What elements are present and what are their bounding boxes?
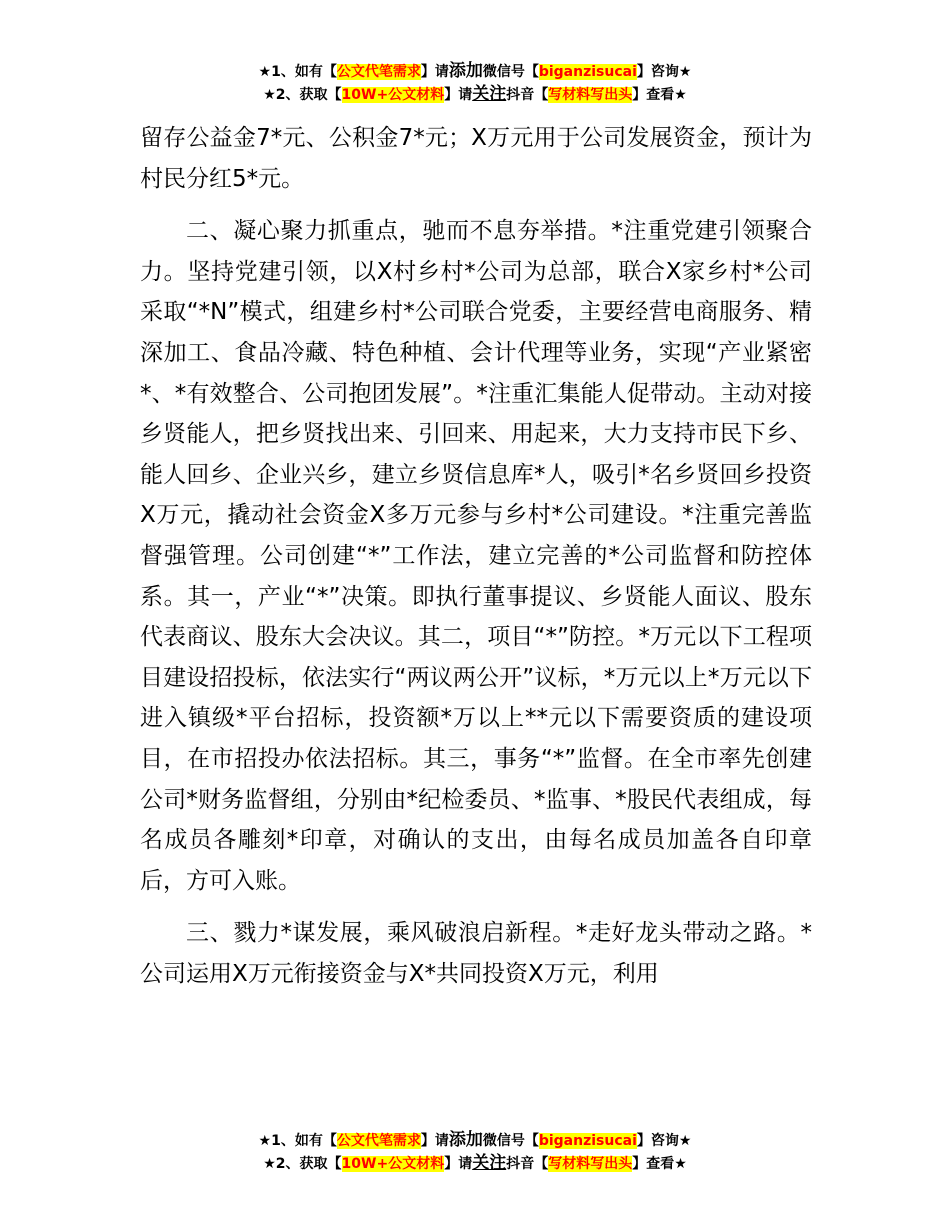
paragraph-section-three: 三、戮力*谋发展，乘风破浪启新程。*走好龙头带动之路。*公司运用X万元衔接资金与X*共同投资X万元，利用 <box>140 920 812 987</box>
star-icon: ★ <box>674 87 687 103</box>
star-icon: ★ <box>678 1133 692 1149</box>
star-icon: ★ <box>674 1156 687 1172</box>
highlight-wechat-id: biganzisucai <box>538 1133 637 1149</box>
banner-line-1: ★1、如有【公文代笔需求】请添加微信号【biganzisucai】咨询★ <box>258 1130 692 1150</box>
banner-line-2: ★2、获取【10W+公文材料】请关注抖音【写材料写出头】查看★ <box>263 84 687 104</box>
highlight-service: 公文代笔需求 <box>336 1133 421 1149</box>
highlight-douyin: 写材料写出头 <box>548 1156 633 1172</box>
star-icon: ★ <box>263 1156 276 1172</box>
highlight-service: 公文代笔需求 <box>336 64 421 80</box>
highlight-wechat-id: biganzisucai <box>538 64 637 80</box>
header-banner <box>0 60 950 106</box>
paragraph-continuation: 留存公益金7*元、公积金7*元；X万元用于公司发展资金，预计为村民分红5*元。 <box>140 125 812 192</box>
star-icon: ★ <box>258 1133 272 1149</box>
highlight-materials: 10W+公文材料 <box>341 87 445 103</box>
paragraph-section-two: 二、凝心聚力抓重点，驰而不息夯举措。*注重党建引领聚合力。坚持党建引领，以X村乡村*公司为总部，联合X家乡村*公司采取“*N”模式，组建乡村*公司联合党委，主要经营电商服务、精深加工、食品冷藏、特色种植、会计代理等业务，实现“产业紧密*、*有效整合、公司抱团发展”。*注重汇集能人促带动。主动对接乡贤能人，把乡贤找出来、引回来、用起来，大力支持市民下乡、能人回乡、企业兴乡，建立乡贤信息库*人，吸引*名乡贤回乡投资X万元，撬动社会资金X多万元参与乡村*公司建设。*注重完善监督强管理。公司创建“*”工作法，建立完善的*公司监督和防控体系。其一，产业“*”决策。即执行董事提议、乡贤能人面议、股东代表商议、股东大会决议。其二，项目“*”防控。*万元以下工程项目建设招投标，依法实行“两议两公开”议标，*万元以上*万元以下进入镇级*平台招标，投资额*万以上**元以下需要资质的建设项目，在市招投办依法招标。其三，事务“*”监督。在全市率先创建公司*财务监督组，分别由*纪检委员、*监事、*股民代表组成，每名成员各雕刻*印章，对确认的支出，由每名成员加盖各自印章后，方可入账。 <box>140 218 812 894</box>
banner-line-1: ★1、如有【公文代笔需求】请添加微信号【biganzisucai】咨询★ <box>258 61 692 81</box>
footer-banner <box>0 1129 950 1175</box>
star-icon: ★ <box>263 87 276 103</box>
banner-line-2: ★2、获取【10W+公文材料】请关注抖音【写材料写出头】查看★ <box>263 1153 687 1173</box>
star-icon: ★ <box>258 64 272 80</box>
document-body <box>140 118 812 994</box>
highlight-materials: 10W+公文材料 <box>341 1156 445 1172</box>
star-icon: ★ <box>678 64 692 80</box>
highlight-douyin: 写材料写出头 <box>548 87 633 103</box>
